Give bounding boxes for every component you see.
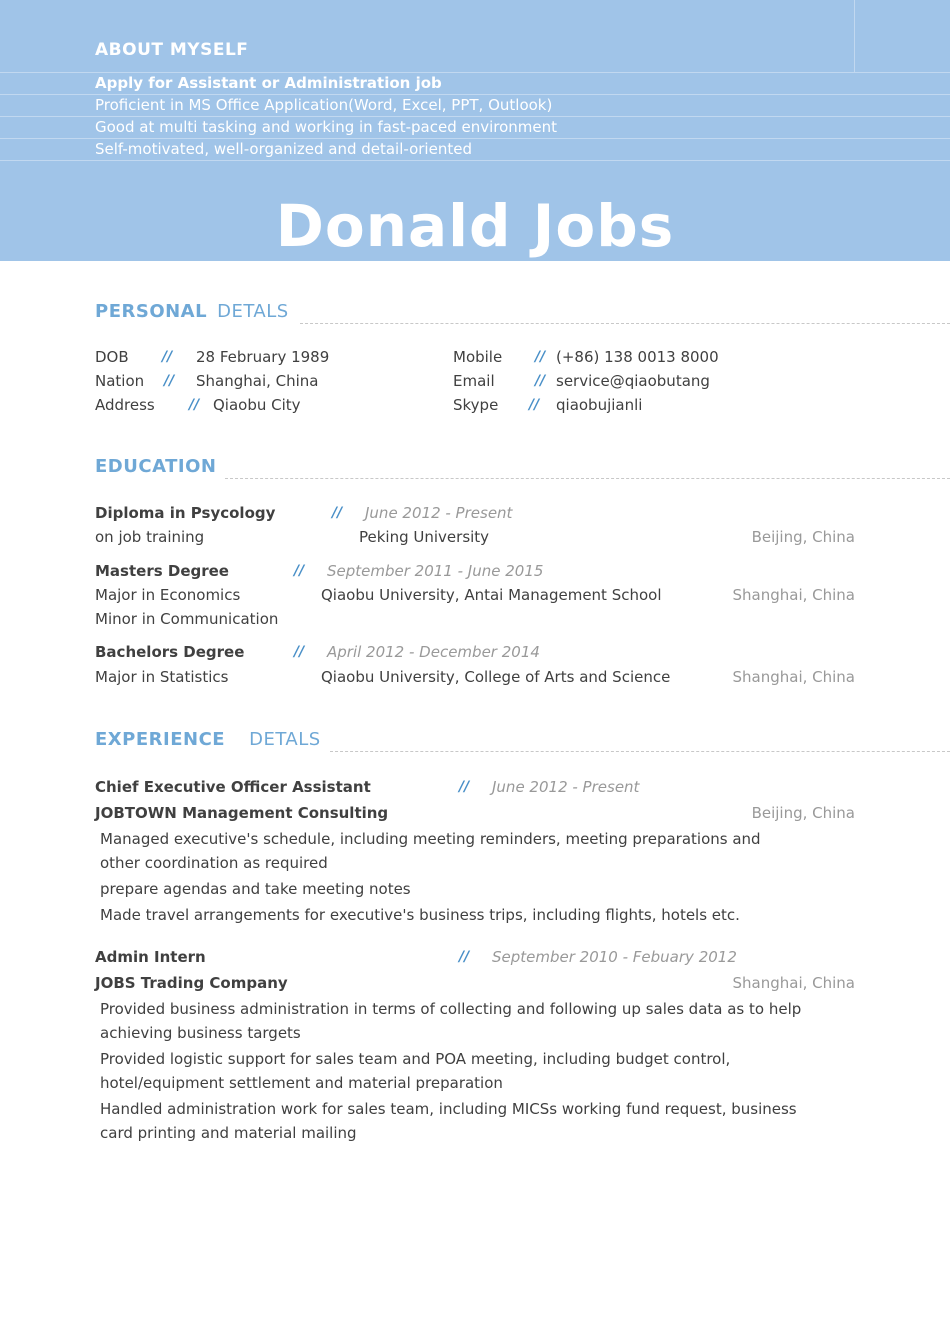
job-location: Shanghai, China: [732, 974, 855, 992]
divider: [0, 94, 950, 95]
job-duty: prepare agendas and take meeting notes: [100, 880, 411, 898]
personal-label: Email: [453, 372, 495, 390]
personal-value: service@qiaobutang: [556, 372, 710, 390]
experience-section-title: [95, 729, 321, 750]
separator: //: [189, 397, 200, 413]
education-location: Beijing, China: [751, 528, 855, 546]
job-duty: Made travel arrangements for executive's business trips, including flights, hotels etc.: [100, 906, 740, 924]
job-role: Admin Intern: [95, 948, 206, 966]
job-duty: Provided business administration in terms of collecting and following up sales data as to help: [100, 1000, 802, 1018]
education-school: Peking University: [359, 528, 490, 546]
about-item: Self-motivated, well-organized and detail-oriented: [95, 140, 472, 158]
section-title-sub: DETALS: [217, 301, 289, 322]
education-detail: Minor in Communication: [95, 610, 279, 628]
job-duty: hotel/equipment settlement and material preparation: [100, 1074, 503, 1092]
personal-value: Qiaobu City: [213, 396, 301, 414]
personal-value: (+86) 138 0013 8000: [556, 348, 719, 366]
personal-value: 28 February 1989: [196, 348, 330, 366]
education-detail: Major in Statistics: [95, 668, 229, 686]
job-duty: Handled administration work for sales team, including MICSs working fund request, business: [100, 1100, 797, 1118]
separator: //: [459, 949, 470, 965]
section-title-main: PERSONAL: [95, 301, 208, 322]
personal-value: qiaobujianli: [556, 396, 643, 414]
divider: [0, 116, 950, 117]
personal-label: Nation: [95, 372, 145, 390]
section-divider: [225, 478, 950, 479]
about-title: ABOUT MYSELF: [95, 40, 249, 60]
education-degree: Diploma in Psycology: [95, 504, 276, 522]
separator: //: [294, 644, 305, 660]
separator: //: [459, 779, 470, 795]
education-degree: Bachelors Degree: [95, 643, 245, 661]
job-duty: Provided logistic support for sales team and POA meeting, including budget control,: [100, 1050, 731, 1068]
separator: //: [529, 397, 540, 413]
education-location: Shanghai, China: [732, 586, 855, 604]
education-section-title: EDUCATION: [95, 456, 217, 477]
job-duty: other coordination as required: [100, 854, 328, 872]
separator: //: [164, 373, 175, 389]
section-title-main: EXPERIENCE: [95, 729, 226, 750]
job-duty: card printing and material mailing: [100, 1124, 357, 1142]
about-item: Proficient in MS Office Application(Word, Excel, PPT, Outlook): [95, 96, 553, 114]
section-divider: [330, 751, 950, 752]
education-school: Qiaobu University, College of Arts and Science: [321, 668, 671, 686]
education-date: June 2012 - Present: [365, 504, 513, 522]
separator: //: [162, 349, 173, 365]
separator: //: [535, 349, 546, 365]
section-title-sub: DETALS: [249, 729, 321, 750]
about-item: Good at multi tasking and working in fast-paced environment: [95, 118, 558, 136]
job-date: September 2010 - Febuary 2012: [492, 948, 737, 966]
divider: [854, 0, 855, 72]
separator: //: [535, 373, 546, 389]
education-date: September 2011 - June 2015: [327, 562, 544, 580]
personal-label: Skype: [453, 396, 499, 414]
education-detail: on job training: [95, 528, 205, 546]
job-role: Chief Executive Officer Assistant: [95, 778, 371, 796]
education-detail: Major in Economics: [95, 586, 241, 604]
about-item: Apply for Assistant or Administration job: [95, 74, 442, 92]
personal-section-title: [95, 301, 289, 322]
job-duty: Managed executive's schedule, including meeting reminders, meeting preparations and: [100, 830, 761, 848]
job-company: JOBTOWN Management Consulting: [95, 804, 389, 822]
job-location: Beijing, China: [751, 804, 855, 822]
education-location: Shanghai, China: [732, 668, 855, 686]
section-divider: [300, 323, 950, 324]
header-banner: [0, 0, 950, 261]
separator: //: [332, 505, 343, 521]
personal-value: Shanghai, China: [196, 372, 319, 390]
education-school: Qiaobu University, Antai Management School: [321, 586, 662, 604]
divider: [0, 160, 950, 161]
job-date: June 2012 - Present: [492, 778, 640, 796]
education-date: April 2012 - December 2014: [327, 643, 540, 661]
candidate-name: Donald Jobs: [275, 192, 675, 260]
personal-label: DOB: [95, 348, 129, 366]
divider: [0, 72, 950, 73]
personal-label: Address: [95, 396, 155, 414]
job-company: JOBS Trading Company: [95, 974, 288, 992]
job-duty: achieving business targets: [100, 1024, 301, 1042]
separator: //: [294, 563, 305, 579]
divider: [0, 138, 950, 139]
education-degree: Masters Degree: [95, 562, 229, 580]
personal-label: Mobile: [453, 348, 503, 366]
